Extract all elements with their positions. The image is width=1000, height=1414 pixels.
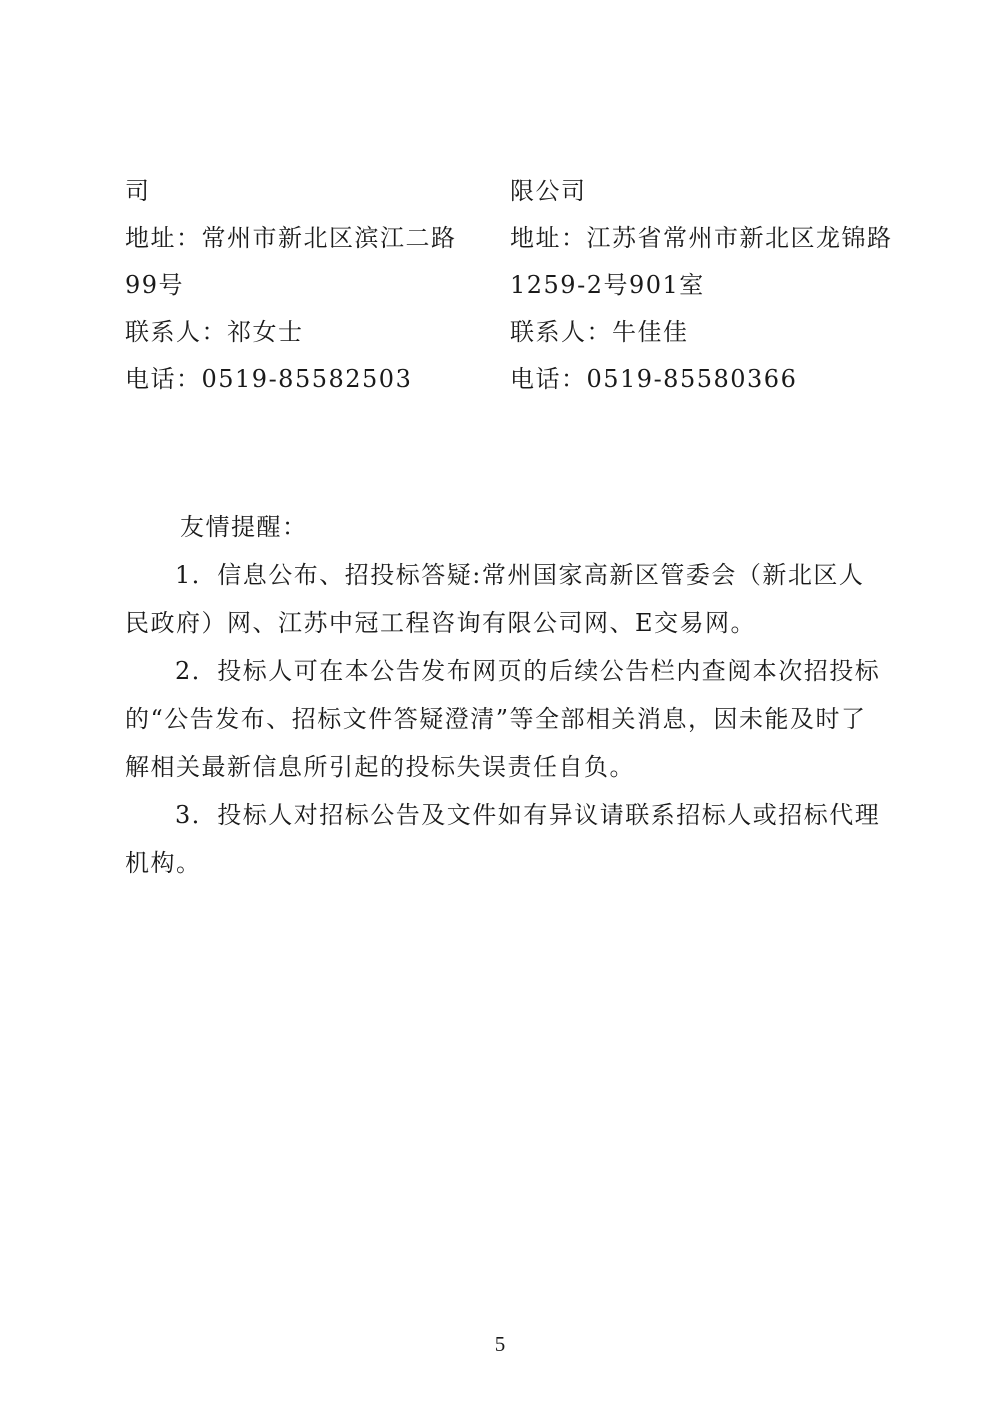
tenderer-name-tail: 司 (125, 177, 151, 205)
tenderer-contact-block (125, 168, 495, 403)
tenderer-address-line2: 99号 (125, 271, 185, 299)
tenderer-contact-person: 联系人：祁女士 (125, 318, 304, 346)
tenderer-phone: 电话：0519-85582503 (125, 365, 413, 393)
agency-name-tail: 限公司 (510, 177, 587, 205)
reminder-item-1: 1．信息公布、招投标答疑:常州国家高新区管委会（新北区人民政府）网、江苏中冠工程咨询有限公司网、E交易网。 (125, 561, 865, 637)
agency-address-line2: 1259-2号901室 (510, 271, 705, 299)
agency-address-line1: 地址：江苏省常州市新北区龙锦路 (510, 224, 893, 252)
agency-phone: 电话：0519-85580366 (510, 365, 798, 393)
reminder-item-3: 3．投标人对招标公告及文件如有异议请联系招标人或招标代理机构。 (125, 801, 881, 877)
reminder-item-2: 2．投标人可在本公告发布网页的后续公告栏内查阅本次招投标的“公告发布、招标文件答疑澄清”等全部相关消息，因未能及时了解相关最新信息所引起的投标失误责任自负。 (125, 657, 881, 781)
reminder-heading: 友情提醒： (180, 513, 308, 541)
page-number: 5 (494, 1332, 506, 1356)
tenderer-address-line1: 地址：常州市新北区滨江二路 (125, 224, 457, 252)
agency-contact-person: 联系人：牛佳佳 (510, 318, 689, 346)
agency-contact-block (510, 168, 930, 403)
friendly-reminder-section (125, 503, 885, 887)
